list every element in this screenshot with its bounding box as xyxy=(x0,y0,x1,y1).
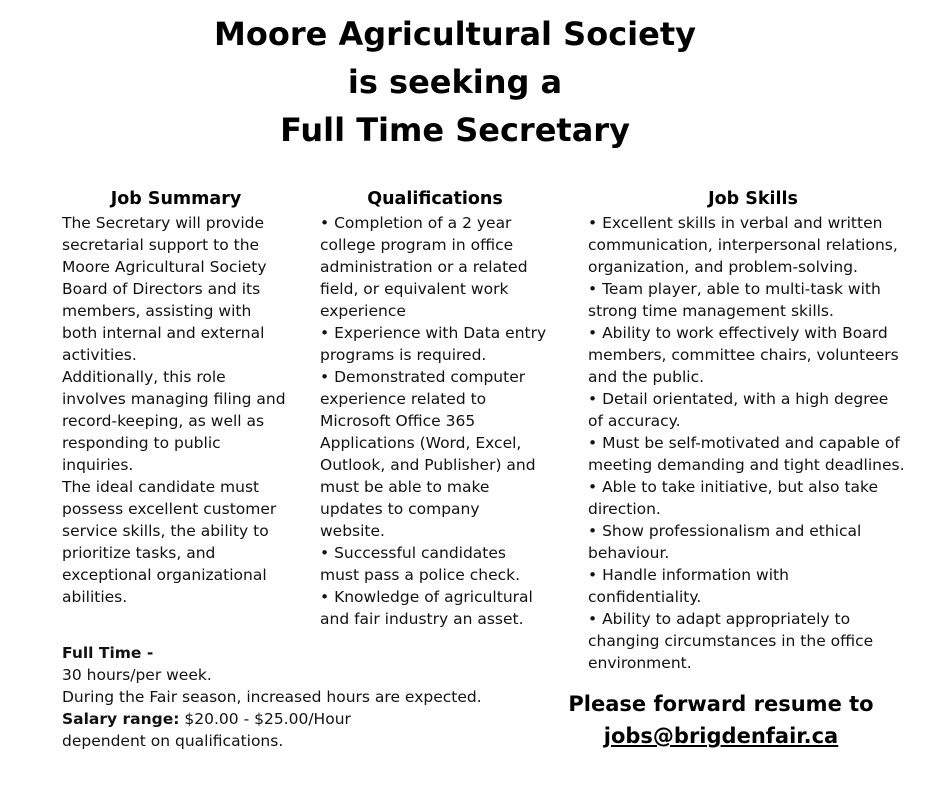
list-line: website. xyxy=(320,522,385,540)
text-line: The ideal candidate must xyxy=(62,478,260,496)
list-line: Applications (Word, Excel, xyxy=(320,434,522,452)
list-line: • Detail orientated, with a high degree xyxy=(588,390,889,408)
list-line: must pass a police check. xyxy=(320,566,521,584)
list-line: programs is required. xyxy=(320,346,487,364)
job-summary-column xyxy=(62,186,290,608)
list-line: and the public. xyxy=(588,368,705,386)
list-line: Microsoft Office 365 xyxy=(320,412,476,430)
text-line: responding to public xyxy=(62,434,221,452)
list-line: meeting demanding and tight deadlines. xyxy=(588,456,905,474)
salary-label: Salary range: xyxy=(62,710,180,728)
list-line: of accuracy. xyxy=(588,412,681,430)
job-summary-body xyxy=(62,212,290,608)
fair-season-text: During the Fair season, increased hours are expected. xyxy=(62,688,482,706)
job-skills-heading: Job Skills xyxy=(708,189,798,209)
list-line: and fair industry an asset. xyxy=(320,610,524,628)
list-line: confidentiality. xyxy=(588,588,702,606)
job-summary-heading: Job Summary xyxy=(110,189,242,209)
list-line: field, or equivalent work xyxy=(320,280,509,298)
list-line: administration or a related xyxy=(320,258,528,276)
title-line-2: is seeking a xyxy=(347,63,563,101)
list-line: • Must be self-motivated and capable of xyxy=(588,434,900,452)
text-line: members, assisting with xyxy=(62,302,252,320)
text-line: exceptional organizational xyxy=(62,566,267,584)
forward-resume-text: Please forward resume to xyxy=(568,692,874,716)
list-line: organization, and problem-solving. xyxy=(588,258,858,276)
text-line: prioritize tasks, and xyxy=(62,544,216,562)
list-line: changing circumstances in the office xyxy=(588,632,874,650)
employment-details xyxy=(62,642,482,752)
email-link[interactable]: jobs@brigdenfair.ca xyxy=(603,724,839,748)
text-line: involves managing filing and xyxy=(62,390,286,408)
text-line: Board of Directors and its xyxy=(62,280,261,298)
list-line: experience related to xyxy=(320,390,487,408)
list-line: members, committee chairs, volunteers xyxy=(588,346,899,364)
text-line: secretarial support to the xyxy=(62,236,260,254)
qualifications-column xyxy=(320,186,550,630)
full-time-label: Full Time - xyxy=(62,644,154,662)
poster-title xyxy=(150,10,760,154)
list-line: • Knowledge of agricultural xyxy=(320,588,533,606)
list-line: communication, interpersonal relations, xyxy=(588,236,898,254)
dependent-text: dependent on qualifications. xyxy=(62,732,284,750)
list-line: • Able to take initiative, but also take xyxy=(588,478,878,496)
list-line: • Demonstrated computer xyxy=(320,368,526,386)
list-line: behaviour. xyxy=(588,544,670,562)
list-line: strong time management skills. xyxy=(588,302,834,320)
text-line: inquiries. xyxy=(62,456,134,474)
list-line: • Experience with Data entry xyxy=(320,324,547,342)
list-line: college program in office xyxy=(320,236,514,254)
list-line: must be able to make xyxy=(320,478,490,496)
list-line: Outlook, and Publisher) and xyxy=(320,456,536,474)
salary-line xyxy=(62,708,482,730)
list-line: • Excellent skills in verbal and written xyxy=(588,214,883,232)
text-line: abilities. xyxy=(62,588,128,606)
text-line: Moore Agricultural Society xyxy=(62,258,267,276)
salary-value: $20.00 - $25.00/Hour xyxy=(179,710,351,728)
text-line: record-keeping, as well as xyxy=(62,412,265,430)
job-skills-list xyxy=(588,212,918,674)
list-line: • Successful candidates xyxy=(320,544,506,562)
list-line: • Show professionalism and ethical xyxy=(588,522,862,540)
contact-block xyxy=(560,688,882,752)
title-line-3: Full Time Secretary xyxy=(280,111,630,149)
text-line: possess excellent customer xyxy=(62,500,277,518)
text-line: both internal and external xyxy=(62,324,265,342)
list-line: updates to company xyxy=(320,500,480,518)
list-line: • Handle information with xyxy=(588,566,789,584)
text-line: activities. xyxy=(62,346,137,364)
hours-text: 30 hours/per week. xyxy=(62,666,212,684)
qualifications-list xyxy=(320,212,550,630)
list-line: • Completion of a 2 year xyxy=(320,214,512,232)
list-line: • Team player, able to multi-task with xyxy=(588,280,881,298)
qualifications-heading: Qualifications xyxy=(367,189,503,209)
job-skills-column xyxy=(588,186,918,674)
list-line: experience xyxy=(320,302,406,320)
text-line: The Secretary will provide xyxy=(62,214,264,232)
list-line: environment. xyxy=(588,654,692,672)
text-line: service skills, the ability to xyxy=(62,522,269,540)
list-line: direction. xyxy=(588,500,661,518)
list-line: • Ability to adapt appropriately to xyxy=(588,610,851,628)
title-line-1: Moore Agricultural Society xyxy=(214,15,696,53)
text-line: Additionally, this role xyxy=(62,368,226,386)
list-line: • Ability to work effectively with Board xyxy=(588,324,888,342)
